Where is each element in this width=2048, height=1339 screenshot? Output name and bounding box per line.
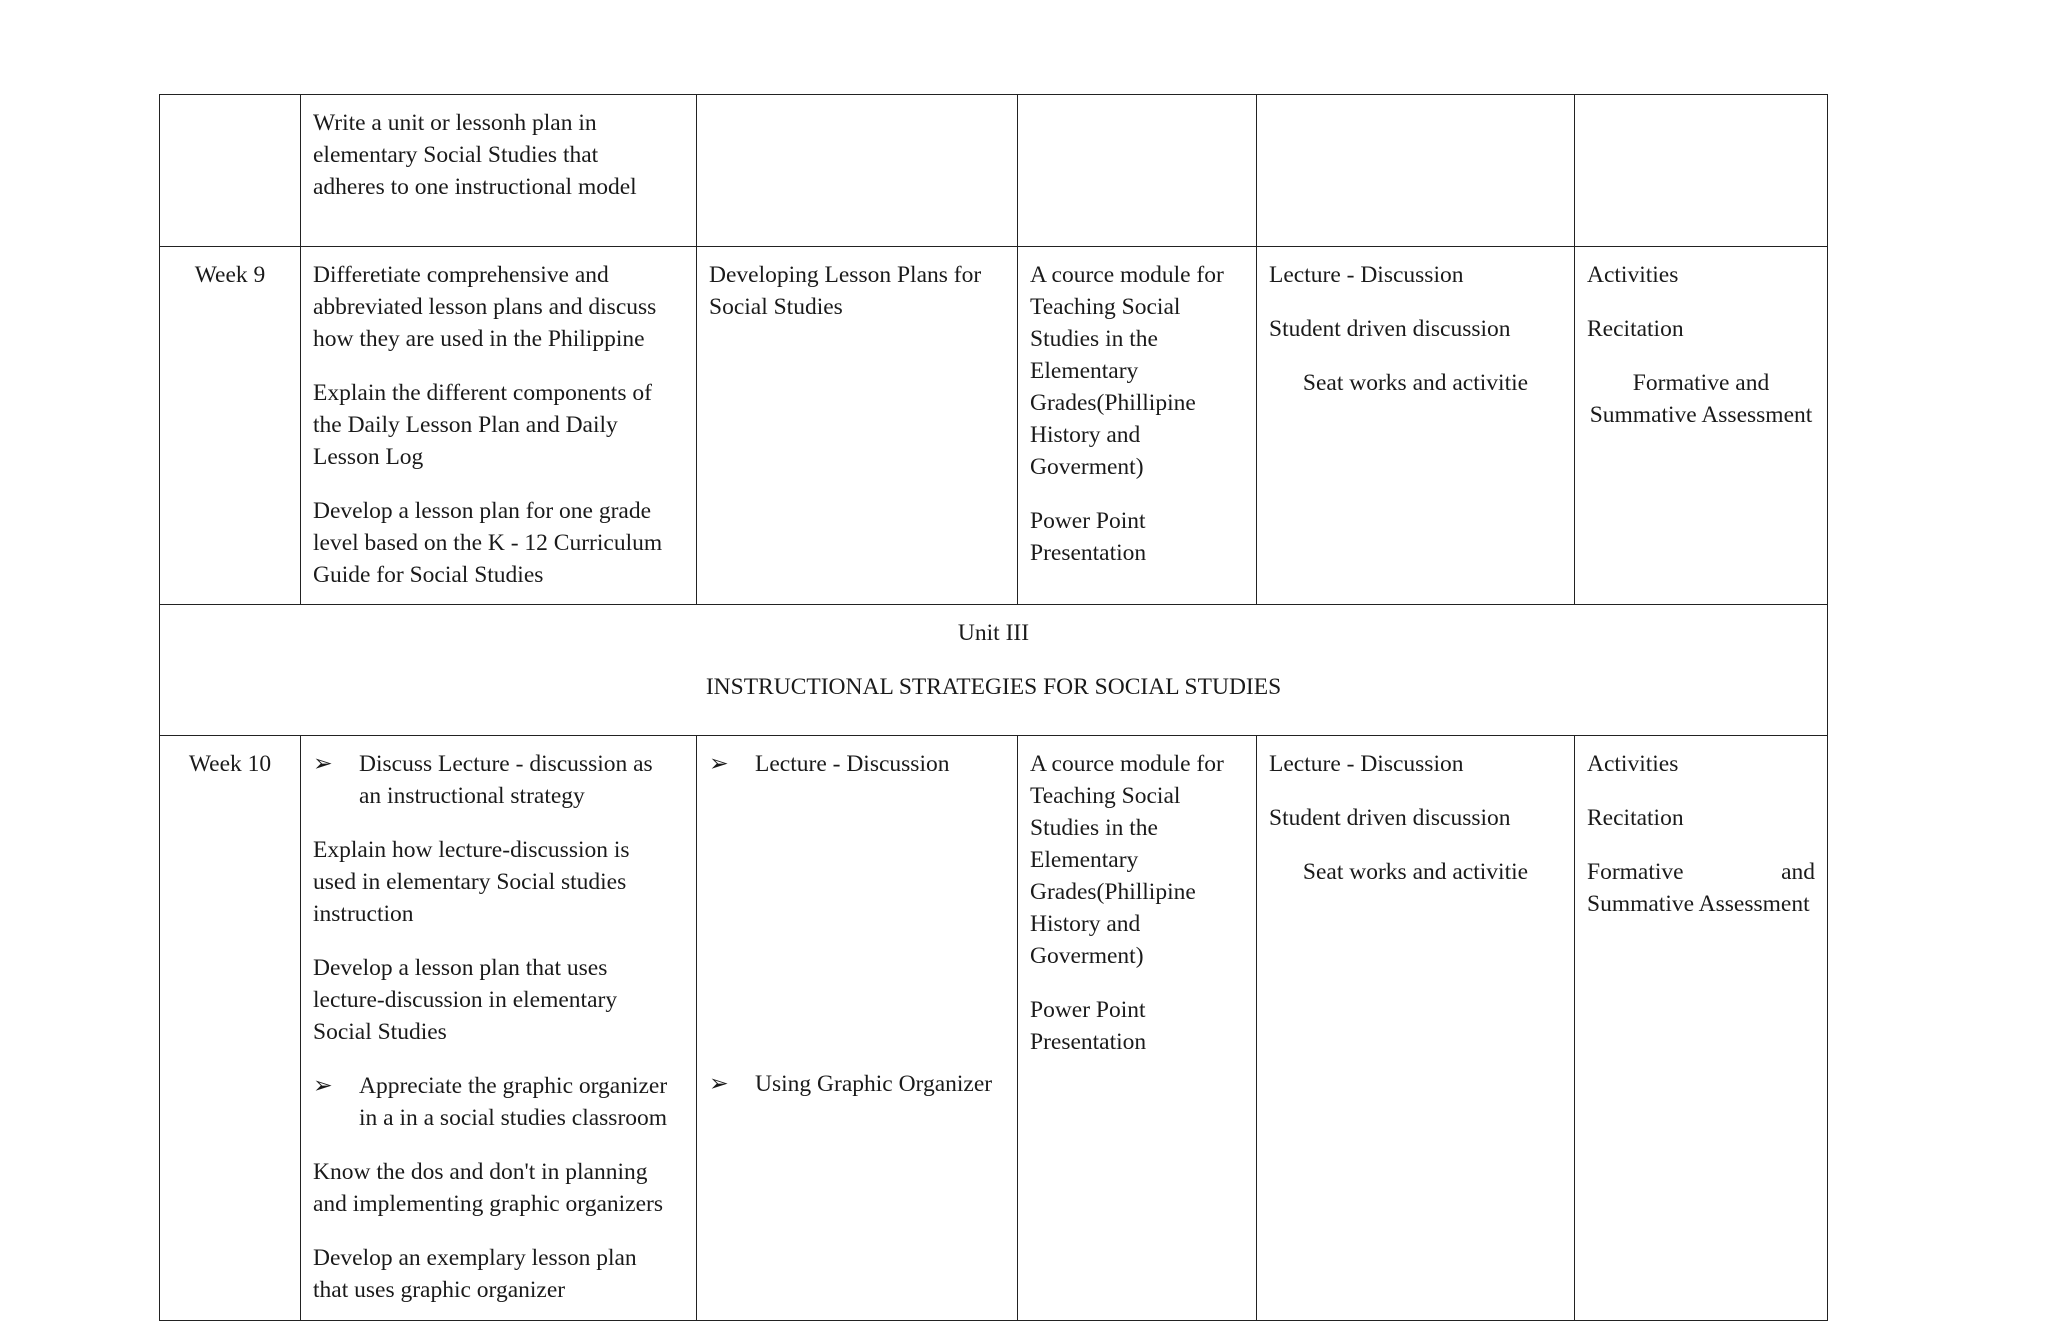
topic-line: Lecture - Discussion [755,751,950,777]
topic-bullet [709,1068,1005,1100]
table-row [160,736,1828,1321]
unit-header-cell [160,605,1828,736]
topic-cell [697,95,1018,247]
unit-subtitle: INSTRUCTIONAL STRATEGIES FOR SOCIAL STUDIES [705,674,1282,700]
objective-paragraph [313,834,684,930]
materials-line: A cource module for [1030,751,1224,777]
objective-bullet [313,748,684,812]
objectives-cell [301,95,697,247]
objective-line: the Daily Lesson Plan and Daily [313,412,618,438]
topic-line: Social Studies [709,294,843,320]
objective-paragraph [313,1156,684,1220]
arrow-bullet-icon: ➢ [313,751,333,777]
topic-line: Using Graphic Organizer [755,1071,993,1097]
arrow-bullet-icon: ➢ [313,1073,333,1099]
objective-line: how they are used in the Philippine [313,326,645,352]
objective-line: Develop an exemplary lesson plan [313,1245,637,1271]
table-row [160,95,1828,247]
syllabus-table [159,94,1828,1321]
materials-line: Elementary [1030,847,1139,873]
assessment-line: Summative Assessment [1589,402,1813,428]
unit-header-row [160,605,1828,736]
strategy-item: Seat works and activitie [1302,370,1529,396]
objective-line: abbreviated lesson plans and discuss [313,294,657,320]
objective-line: Discuss Lecture - discussion as [359,751,653,777]
objective-line: Develop a lesson plan for one grade [313,498,652,524]
assessment-item: Recitation [1587,316,1684,342]
materials-paragraph [1030,748,1244,972]
objective-line: level based on the K - 12 Curriculum [313,530,663,556]
materials-line: Studies in the [1030,815,1158,841]
assessment-item: Activities [1587,751,1679,777]
arrow-bullet-icon: ➢ [709,751,729,777]
materials-cell [1018,95,1257,247]
strategy-item: Student driven discussion [1269,805,1511,831]
objectives-cell [301,247,697,605]
materials-line: Teaching Social [1030,294,1181,320]
objective-line: adheres to one instructional model [313,174,637,200]
objective-paragraph [313,259,684,355]
topic-cell [697,736,1018,1321]
week-cell: Week 10 [160,736,301,1321]
topic-cell [697,247,1018,605]
objective-line: that uses graphic organizer [313,1277,566,1303]
materials-paragraph [1030,505,1244,569]
materials-line: History and [1030,911,1141,937]
assessment-item: Activities [1587,262,1679,288]
objective-line: Differetiate comprehensive and [313,262,609,288]
objectives-cell [301,736,697,1321]
objective-line: an instructional strategy [359,783,585,809]
materials-line: Goverment) [1030,943,1144,969]
objective-line: Guide for Social Studies [313,562,544,588]
materials-line: Grades(Phillipine [1030,879,1196,905]
materials-line: Elementary [1030,358,1139,384]
objective-line: elementary Social Studies that [313,142,599,168]
assessment-word: and [1781,859,1815,885]
objective-line: Appreciate the graphic organizer [359,1073,668,1099]
unit-title: Unit III [957,620,1030,646]
assessment-item: Recitation [1587,805,1684,831]
materials-cell [1018,247,1257,605]
spacer [709,780,1005,1068]
strategy-item: Lecture - Discussion [1269,751,1464,777]
materials-line: Teaching Social [1030,783,1181,809]
materials-line: Grades(Phillipine [1030,390,1196,416]
week-cell: Week 9 [160,247,301,605]
assessment-line: Summative Assessment [1587,891,1810,917]
strategies-cell [1257,247,1575,605]
objective-line: Explain how lecture-discussion is [313,837,630,863]
objective-line: Develop a lesson plan that uses [313,955,608,981]
materials-cell [1018,736,1257,1321]
objective-paragraph [313,952,684,1048]
assessment-cell [1575,247,1828,605]
materials-line: Presentation [1030,1029,1147,1055]
strategies-cell [1257,736,1575,1321]
arrow-bullet-icon: ➢ [709,1071,729,1097]
materials-line: Power Point [1030,508,1146,534]
topic-bullet [709,748,1005,780]
objective-bullet [313,1070,684,1134]
strategy-item: Seat works and activitie [1302,859,1529,885]
materials-line: Studies in the [1030,326,1158,352]
materials-line: Goverment) [1030,454,1144,480]
table-row [160,247,1828,605]
assessment-item [1587,856,1815,920]
materials-line: History and [1030,422,1141,448]
objective-line: Lesson Log [313,444,424,470]
objective-line: Write a unit or lessonh plan in [313,110,597,136]
objective-line: lecture-discussion in elementary [313,987,618,1013]
materials-line: Power Point [1030,997,1146,1023]
assessment-item [1587,367,1815,431]
materials-line: Presentation [1030,540,1147,566]
objective-line: Explain the different components of [313,380,652,406]
objective-paragraph [313,495,684,591]
materials-paragraph [1030,994,1244,1058]
objective-line: in a in a social studies classroom [359,1105,668,1131]
objective-paragraph [313,1242,684,1306]
strategy-item: Lecture - Discussion [1269,262,1464,288]
topic-line: Developing Lesson Plans for [709,262,982,288]
assessment-cell [1575,736,1828,1321]
objective-line: Know the dos and don't in planning [313,1159,648,1185]
objective-paragraph [313,377,684,473]
strategy-item: Student driven discussion [1269,316,1511,342]
strategies-cell [1257,95,1575,247]
assessment-line: Formative and [1632,370,1770,396]
assessment-word: Formative [1587,859,1684,885]
materials-line: A cource module for [1030,262,1224,288]
assessment-cell [1575,95,1828,247]
objective-line: used in elementary Social studies [313,869,627,895]
objective-line: instruction [313,901,414,927]
objective-line: and implementing graphic organizers [313,1191,663,1217]
objective-line: Social Studies [313,1019,447,1045]
materials-paragraph [1030,259,1244,483]
week-cell [160,95,301,247]
assessment-line [1587,856,1815,888]
